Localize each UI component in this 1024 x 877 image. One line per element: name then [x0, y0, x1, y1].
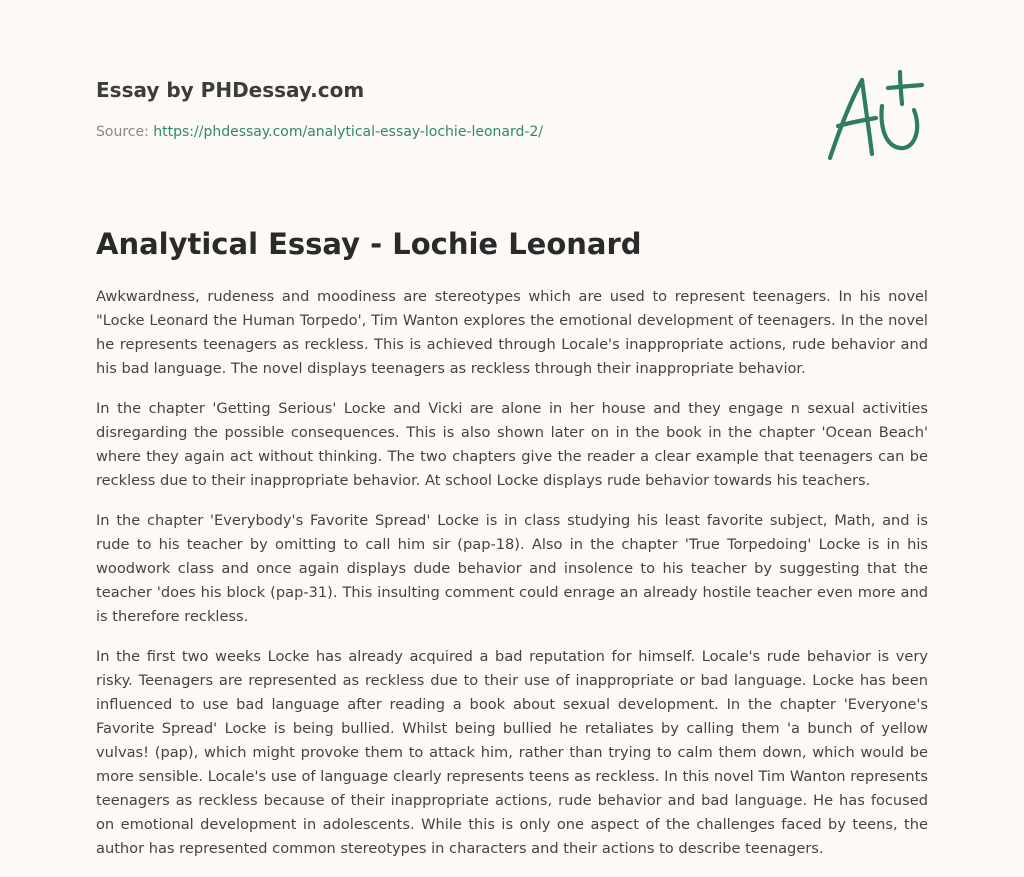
essay-paragraph: In the chapter 'Everybody's Favorite Spread' Locke is in class studying his least favorite subject, Math, and is rude to his teacher by omitting to call him sir (pap-18). Also in the chapter 'True Torpedoing' Locke is in his woodwork class and once again displays dude behavior and insolence to his teacher by suggesting that the teacher 'does his block (pap-31). This insulting comment could enrage an already hostile teacher even more and is therefore reckless. [96, 512, 928, 625]
a-plus-logo-icon [818, 68, 930, 164]
essay-paragraph: In the first two weeks Locke has already acquired a bad reputation for himself. Locale's rude behavior is very risky. Teenagers are represented as reckless due to their use of inappropriate or bad language. Locke has been influenced to use bad language after reading a book about sexual development. In the chapter 'Everyone's Favorite Spread' Locke is being bullied. Whilst being bullied he retaliates by calling them 'a bunch of yellow vulvas! (pap), which might provoke them to attack him, rather than trying to calm them down, which would be more sensible. Locale's use of language clearly represents teens as reckless. In this novel Tim Wanton represents teenagers as reckless because of their inappropriate actions, rude behavior and bad language. He has focused on emotional development in adolescents. While this is only one aspect of the challenges faced by teens, the author has represented common stereotypes in characters and their actions to describe teenagers. [96, 648, 928, 857]
a-plus-logo [818, 68, 930, 164]
page-header [96, 76, 816, 142]
essay-paragraph: Awkwardness, rudeness and moodiness are stereotypes which are used to represent teenagers. In his novel "Locke Leonard the Human Torpedo', Tim Wanton explores the emotional development of teenagers. In the novel he represents teenagers as reckless. This is achieved through Locale's inappropriate actions, rude behavior and his bad language. The novel displays teenagers as reckless through their inappropriate behavior. [96, 288, 928, 377]
source-link[interactable]: https://phdessay.com/analytical-essay-lochie-leonard-2/ [153, 124, 544, 140]
essay-title: Analytical Essay - Lochie Leonard [96, 227, 642, 261]
essay-body [96, 285, 928, 877]
source-line [96, 122, 816, 142]
site-title: Essay by PHDessay.com [96, 78, 365, 102]
essay-paragraph: In the chapter 'Getting Serious' Locke and Vicki are alone in her house and they engage n sexual activities disregarding the possible consequences. This is also shown later on in the book in the chapter 'Ocean Beach' where they again act without thinking. The two chapters give the reader a clear example that teenagers can be reckless due to their inappropriate behavior. At school Locke displays rude behavior towards his teachers. [96, 400, 928, 489]
source-label: Source: [96, 124, 149, 140]
